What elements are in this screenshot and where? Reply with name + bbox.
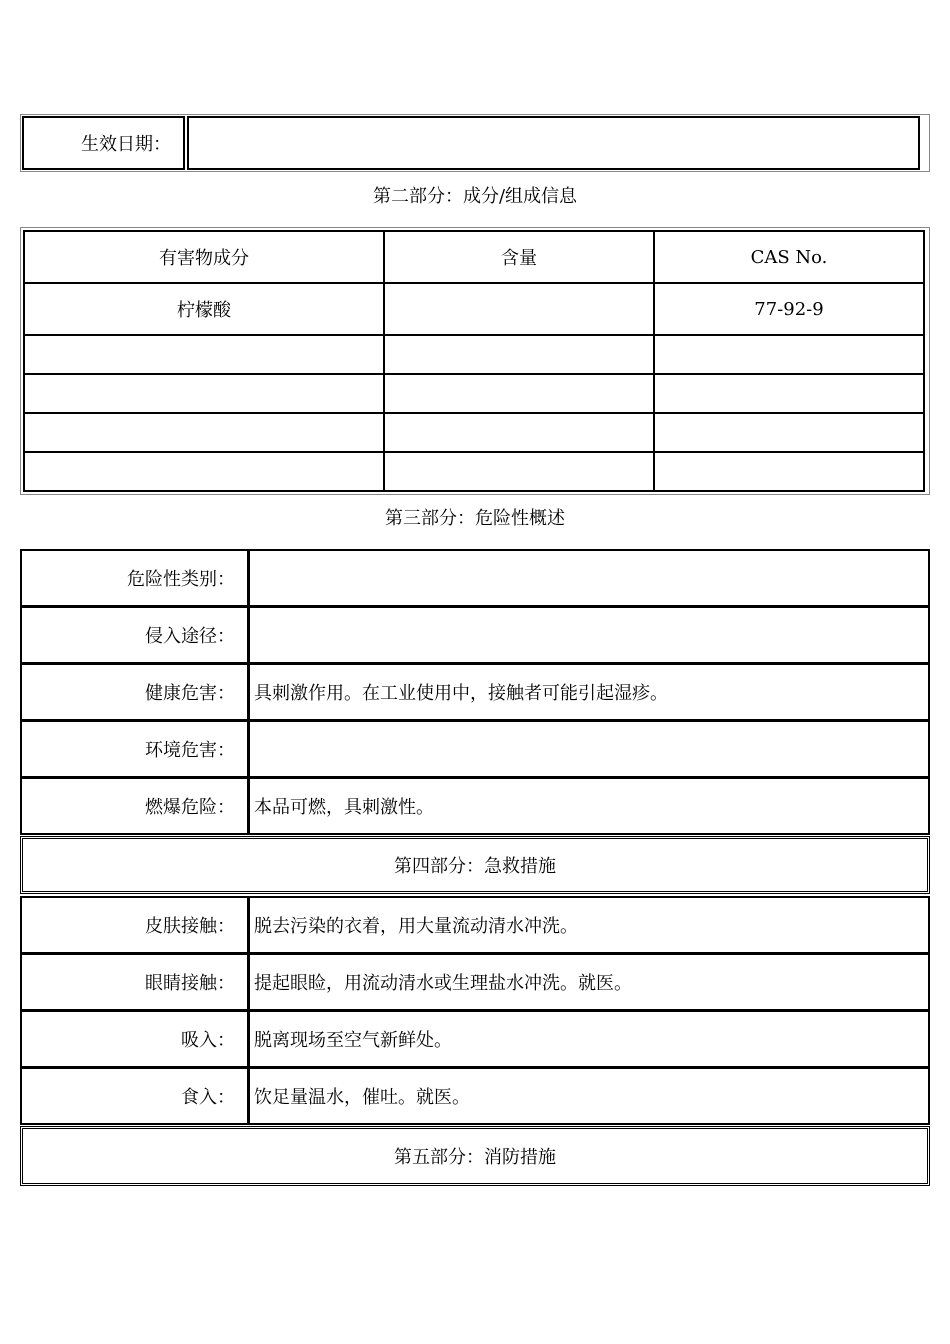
effective-date-label: 生效日期：: [22, 116, 185, 170]
firstaid-label: 食入：: [20, 1067, 249, 1125]
cell-content: [384, 452, 654, 491]
hazard-row-health: [20, 663, 930, 721]
table-row: [24, 452, 924, 491]
header-cas: CAS No.: [654, 231, 924, 283]
cell-cas: [654, 374, 924, 413]
firstaid-label: 吸入：: [20, 1010, 249, 1068]
cell-component: [24, 335, 384, 374]
table-row: [24, 283, 924, 335]
hazard-value: 具刺激作用。在工业使用中，接触者可能引起湿疹。: [248, 663, 930, 721]
firstaid-value: 饮足量温水，催吐。就医。: [248, 1067, 930, 1125]
hazard-label: 危险性类别：: [20, 549, 249, 607]
hazard-value: 本品可燃，具刺激性。: [248, 777, 930, 835]
table-row: [24, 413, 924, 452]
firstaid-label: 眼睛接触：: [20, 953, 249, 1011]
section4-title: 第四部分：急救措施: [22, 838, 928, 892]
hazard-row-route: [20, 606, 930, 664]
firstaid-value: 提起眼睑，用流动清水或生理盐水冲洗。就医。: [248, 953, 930, 1011]
cell-cas: 77-92-9: [654, 283, 924, 335]
firstaid-label: 皮肤接触：: [20, 896, 249, 954]
table-row: [24, 374, 924, 413]
hazard-value: [248, 720, 930, 778]
cell-component: [24, 452, 384, 491]
cell-content: [384, 283, 654, 335]
table-row: [24, 335, 924, 374]
firstaid-row-eye: [20, 953, 930, 1011]
effective-date-value: [187, 116, 920, 170]
firstaid-row-ingestion: [20, 1067, 930, 1125]
cell-cas: [654, 413, 924, 452]
hazard-value: [248, 549, 930, 607]
section5-title: 第五部分：消防措施: [22, 1128, 928, 1184]
section2-title: 第二部分：成分/组成信息: [372, 186, 578, 207]
cell-content: [384, 374, 654, 413]
firstaid-value: 脱离现场至空气新鲜处。: [248, 1010, 930, 1068]
firstaid-row-skin: [20, 896, 930, 954]
cell-cas: [654, 452, 924, 491]
section5-header: [20, 1126, 930, 1186]
hazard-row-environment: [20, 720, 930, 778]
table-header-row: [24, 231, 924, 283]
cell-component: 柠檬酸: [24, 283, 384, 335]
hazard-value: [248, 606, 930, 664]
cell-content: [384, 413, 654, 452]
composition-table: [23, 230, 925, 492]
hazard-row-fire: [20, 777, 930, 835]
cell-content: [384, 335, 654, 374]
firstaid-value: 脱去污染的衣着，用大量流动清水冲洗。: [248, 896, 930, 954]
cell-component: [24, 413, 384, 452]
hazard-label: 健康危害：: [20, 663, 249, 721]
hazard-label: 环境危害：: [20, 720, 249, 778]
hazard-row-category: [20, 549, 930, 607]
firstaid-row-inhalation: [20, 1010, 930, 1068]
cell-component: [24, 374, 384, 413]
cell-cas: [654, 335, 924, 374]
header-content: 含量: [384, 231, 654, 283]
header-component: 有害物成分: [24, 231, 384, 283]
hazard-label: 侵入途径：: [20, 606, 249, 664]
section3-title: 第三部分：危险性概述: [385, 508, 565, 529]
hazard-label: 燃爆危险：: [20, 777, 249, 835]
section4-header: [20, 836, 930, 894]
